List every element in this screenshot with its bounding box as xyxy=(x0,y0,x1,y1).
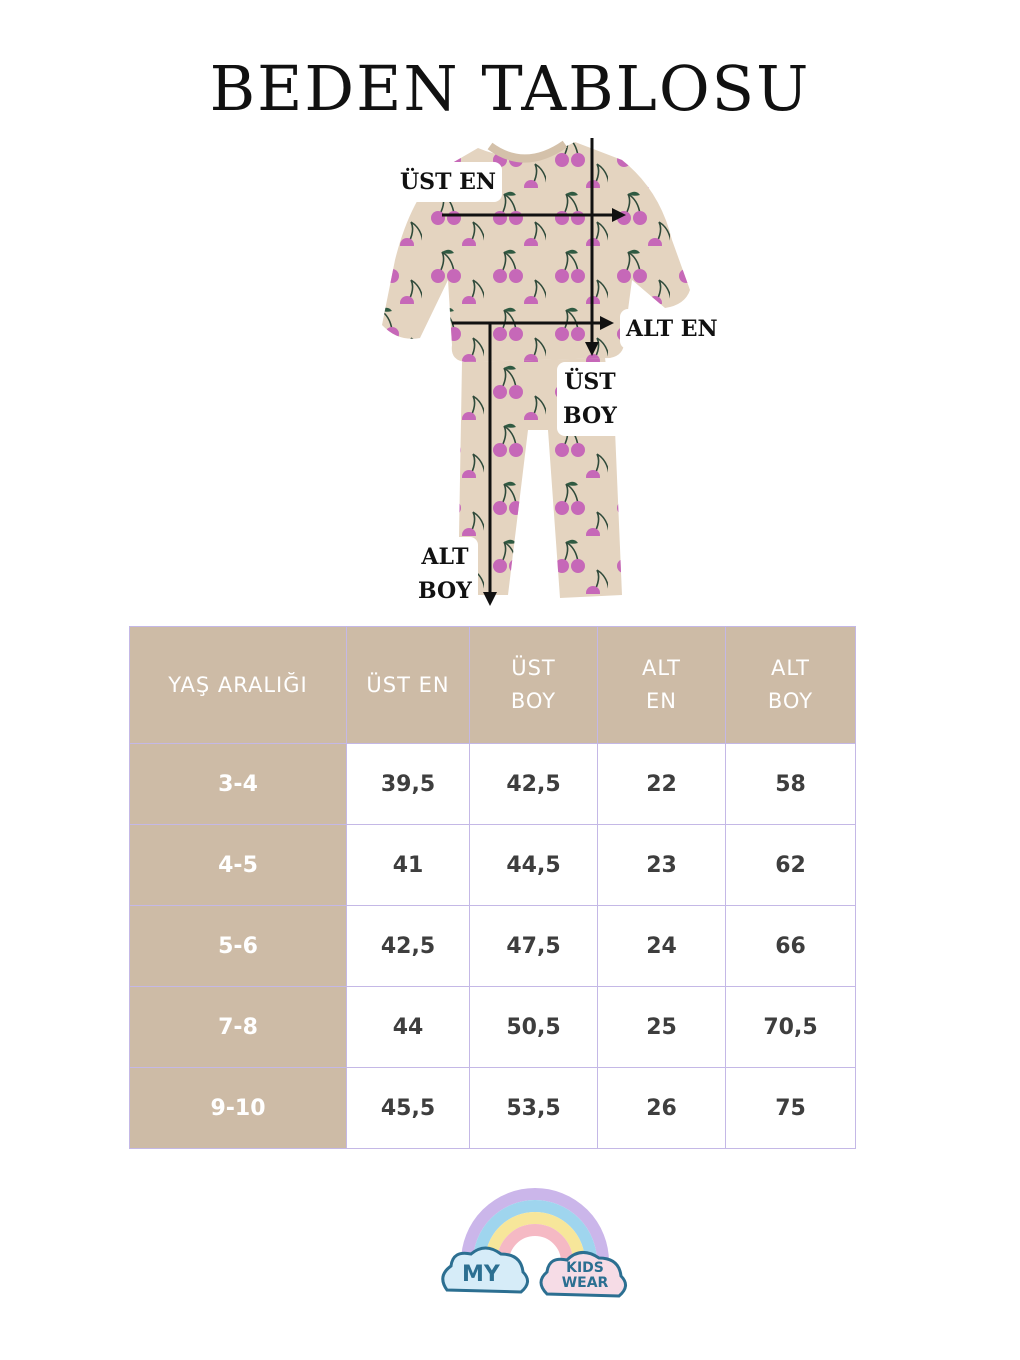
cell-value: 62 xyxy=(726,825,856,906)
cell-age: 7-8 xyxy=(130,987,347,1068)
header-age-range: YAŞ ARALIĞI xyxy=(130,627,347,744)
cell-value: 42,5 xyxy=(470,744,598,825)
cell-age: 3-4 xyxy=(130,744,347,825)
cell-value: 47,5 xyxy=(470,906,598,987)
cell-value: 23 xyxy=(598,825,726,906)
cell-value: 25 xyxy=(598,987,726,1068)
table-row xyxy=(130,906,856,987)
cell-value: 26 xyxy=(598,1068,726,1149)
cell-value: 24 xyxy=(598,906,726,987)
cell-value: 39,5 xyxy=(347,744,470,825)
table-row xyxy=(130,1068,856,1149)
table-row xyxy=(130,987,856,1068)
cell-age: 4-5 xyxy=(130,825,347,906)
cell-value: 42,5 xyxy=(347,906,470,987)
cell-value: 44,5 xyxy=(470,825,598,906)
cell-value: 41 xyxy=(347,825,470,906)
cell-value: 75 xyxy=(726,1068,856,1149)
cell-value: 22 xyxy=(598,744,726,825)
logo-text-kids-wear: KIDS WEAR xyxy=(561,1260,609,1292)
header-alt-boy: ALT BOY xyxy=(726,627,856,744)
cell-value: 66 xyxy=(726,906,856,987)
logo-text-my: MY xyxy=(462,1262,500,1287)
cell-value: 50,5 xyxy=(470,987,598,1068)
header-ust-boy: ÜST BOY xyxy=(470,627,598,744)
page-title: BEDEN TABLOSU xyxy=(209,52,811,125)
header-alt-en: ALT EN xyxy=(598,627,726,744)
cell-value: 45,5 xyxy=(347,1068,470,1149)
cell-value: 53,5 xyxy=(470,1068,598,1149)
table-row xyxy=(130,744,856,825)
cell-value: 44 xyxy=(347,987,470,1068)
cell-age: 5-6 xyxy=(130,906,347,987)
label-ust-en: ÜST EN xyxy=(394,162,502,202)
label-alt-boy: ALT BOY xyxy=(412,537,478,611)
brand-logo xyxy=(435,1182,635,1312)
header-ust-en: ÜST EN xyxy=(347,627,470,744)
label-ust-boy: ÜST BOY xyxy=(557,362,623,436)
size-table xyxy=(129,626,856,1149)
label-alt-en: ALT EN xyxy=(620,309,724,349)
cell-age: 9-10 xyxy=(130,1068,347,1149)
table-header-row xyxy=(130,627,856,744)
cell-value: 70,5 xyxy=(726,987,856,1068)
table-row xyxy=(130,825,856,906)
cell-value: 58 xyxy=(726,744,856,825)
